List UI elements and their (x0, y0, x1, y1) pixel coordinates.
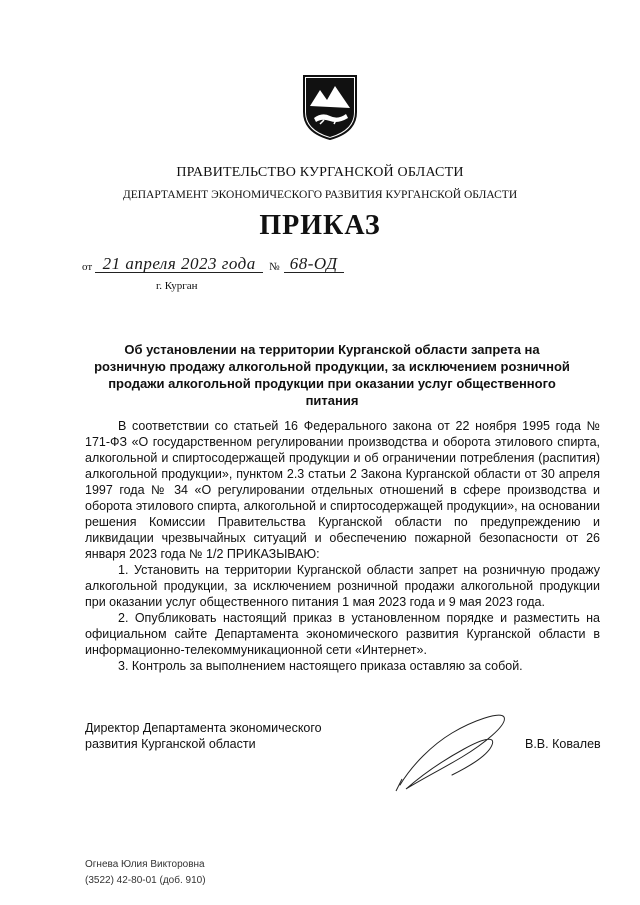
signatory-position (85, 720, 322, 752)
coat-of-arms-icon (300, 72, 360, 142)
document-title: Об установлении на территории Курганской области запрета на розничную продажу алкогольной продукции, за исключением розничной продажи алкогольной продукции при оказании услуг общественного питания (94, 342, 570, 408)
executor-name: Огнева Юлия Викторовна (85, 859, 205, 870)
city: г. Курган (156, 280, 198, 292)
handwritten-signature (392, 705, 512, 795)
body-paragraph-item-1: 1. Установить на территории Курганской области запрет на розничную продажу алкогольной продукции, за исключением розничной продажи алкогольной продукции при оказании услуг общественного питания 1 мая 2023 года и 9 мая 2023 года. (85, 563, 600, 609)
date-number-line (82, 256, 344, 273)
signatory-name: В.В. Ковалев (525, 737, 601, 751)
date-prefix: от (82, 261, 93, 273)
executor-info (85, 857, 206, 889)
government-name: ПРАВИТЕЛЬСТВО КУРГАНСКОЙ ОБЛАСТИ (176, 165, 464, 180)
body-paragraph-preamble: В соответствии со статьей 16 Федерального закона от 22 ноября 1995 года № 171-ФЗ «О государственном регулировании производства и оборота этилового спирта, алкогольной и спиртосодержащей продукции и об ограничении потребления (распития) алкогольной продукции», пунктом 2.3 статьи 2 Закона Курганской области от 30 апреля 1997 года № 34 «О регулировании отдельных отношений в сфере производства и оборота этилового спирта, алкогольной и спиртосодержащей продукции», на основании решения Комиссии Правительства Курганской области по предупреждению и ликвидации чрезвычайных ситуаций и обеспечению пожарной безопасности от 26 января 2023 года № 1/2 ПРИКАЗЫВАЮ: (85, 419, 600, 561)
document-body (85, 418, 600, 674)
signatory-position-line-1: Директор Департамента экономического (85, 721, 322, 735)
document-type: ПРИКАЗ (259, 210, 381, 241)
executor-phone: (3522) 42-80-01 (доб. 910) (85, 875, 206, 886)
department-name: ДЕПАРТАМЕНТ ЭКОНОМИЧЕСКОГО РАЗВИТИЯ КУРГАНСКОЙ ОБЛАСТИ (122, 189, 518, 201)
body-paragraph-item-3: 3. Контроль за выполнением настоящего приказа оставляю за собой. (118, 659, 523, 673)
document-number: 68-ОД (284, 256, 344, 273)
number-prefix: № (269, 261, 280, 273)
document-date: 21 апреля 2023 года (95, 256, 263, 273)
body-paragraph-item-2: 2. Опубликовать настоящий приказ в установленном порядке и разместить на официальном сайте Департамента экономического развития Курганской области в информационно-телекоммуникационной сети «Интернет». (85, 611, 600, 657)
signatory-position-line-2: развития Курганской области (85, 737, 256, 751)
